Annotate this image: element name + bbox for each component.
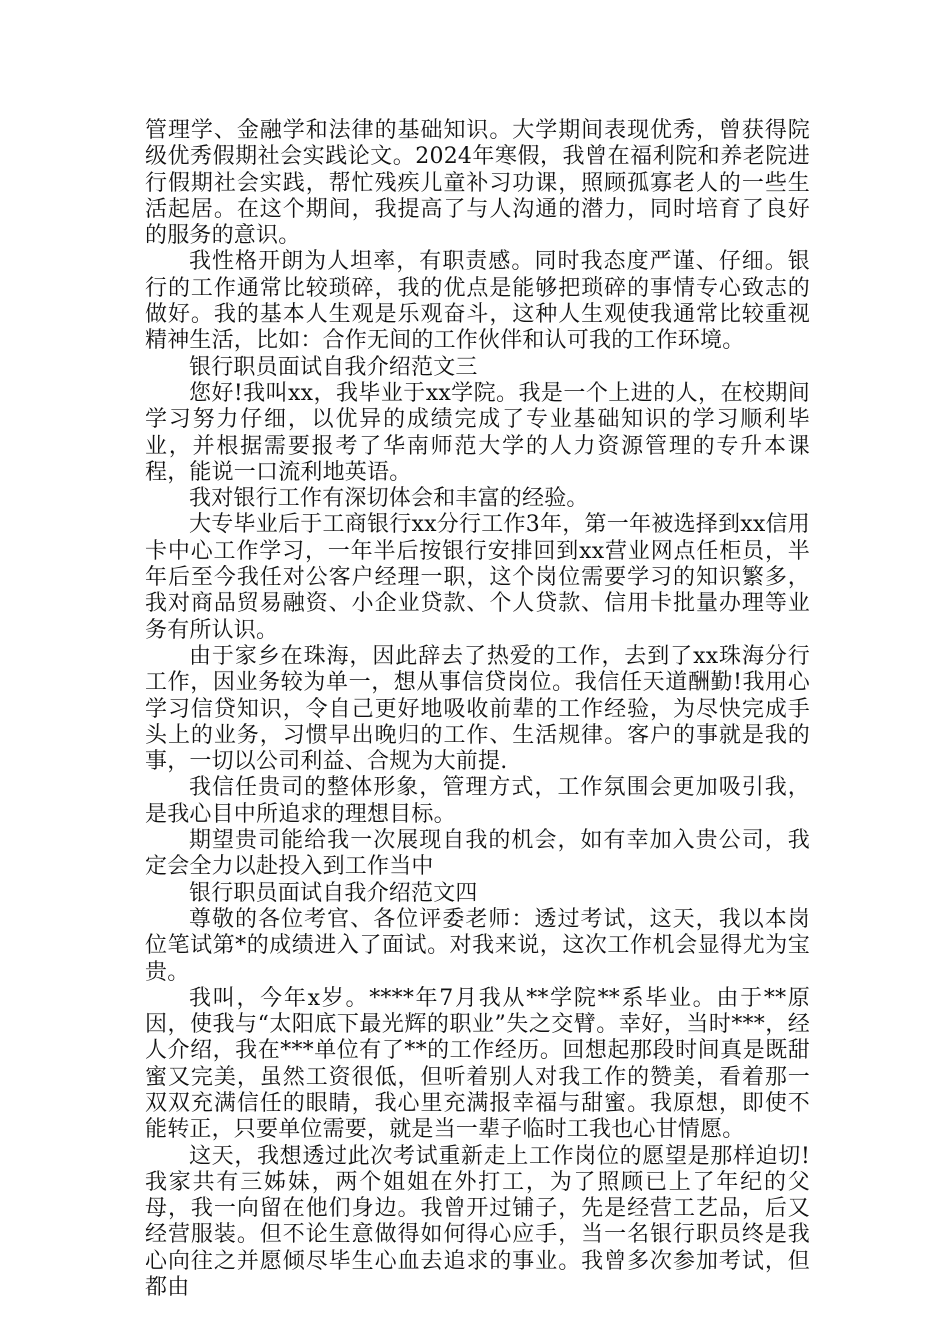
paragraph-11: 这天，我想透过此次考试重新走上工作岗位的愿望是那样迫切!我家共有三姊妹，两个姐姐在外打工，为了照顾已上了年纪的父母，我一向留在他们身边。我曾开过铺子，先是经营工艺品，后又经营服装。但不论生意做得如何得心应手，当一名银行职员终是我心向往之并愿倾尽毕生心血去追求的事业。我曾多次参加考试，但都由 — [145, 1143, 810, 1301]
paragraph-2: 我性格开朗为人坦率，有职责感。同时我态度严谨、仔细。银行的工作通常比较琐碎，我的优点是能够把琐碎的事情专心致志的做好。我的基本人生观是乐观奋斗，这种人生观使我通常比较重视精神生活，比如：合作无间的工作伙伴和认可我的工作环境。 — [145, 249, 810, 354]
paragraph-10: 我叫，今年x岁。****年7月我从**学院**系毕业。由于**原因，使我与“太阳底下最光辉的职业”失之交臂。幸好，当时***，经人介绍，我在***单位有了**的工作经历。回想起那段时间真是既甜蜜又完美，虽然工资很低，但听着别人对我工作的赞美，看着那一双双充满信任的眼睛，我心里充满报幸福与甜蜜。我原想，即使不能转正，只要单位需要，就是当一辈子临时工我也心甘情愿。 — [145, 985, 810, 1143]
paragraph-3: 您好!我叫xx，我毕业于xx学院。我是一个上进的人，在校期间学习努力仔细，以优异的成绩完成了专业基础知识的学习顺利毕业，并根据需要报考了华南师范大学的人力资源管理的专升本课程，能说一口流利地英语。 — [145, 380, 810, 485]
paragraph-5: 大专毕业后于工商银行xx分行工作3年，第一年被选择到xx信用卡中心工作学习，一年半后按银行安排回到xx营业网点任柜员，半年后至今我任对公客户经理一职，这个岗位需要学习的知识繁多，我对商品贸易融资、小企业贷款、个人贷款、信用卡批量办理等业务有所认识。 — [145, 512, 810, 643]
section-heading-4: 银行职员面试自我介绍范文四 — [189, 880, 478, 906]
paragraph-9: 尊敬的各位考官、各位评委老师：透过考试，这天，我以本岗位笔试第*的成绩进入了面试。对我来说，这次工作机会显得尤为宝贵。 — [145, 906, 810, 985]
paragraph-8: 期望贵司能给我一次展现自我的机会，如有幸加入贵公司，我定会全力以赴投入到工作当中 — [145, 828, 810, 880]
paragraph-6: 由于家乡在珠海，因此辞去了热爱的工作，去到了xx珠海分行工作，因业务较为单一，想从事信贷岗位。我信任天道酬勤!我用心学习信贷知识，令自己更好地吸收前辈的工作经验，为尽快完成手头上的业务，习惯早出晚归的工作、生活规律。客户的事就是我的事，一切以公司利益、合规为大前提. — [145, 643, 810, 775]
section-heading-3: 银行职员面试自我介绍范文三 — [189, 354, 478, 380]
paragraph-4: 我对银行工作有深切体会和丰富的经验。 — [189, 486, 589, 512]
paragraph-7: 我信任贵司的整体形象，管理方式，工作氛围会更加吸引我，是我心目中所追求的理想目标。 — [145, 775, 810, 827]
paragraph-1: 管理学、金融学和法律的基础知识。大学期间表现优秀，曾获得院级优秀假期社会实践论文。2024年寒假，我曾在福利院和养老院进行假期社会实践，帮忙残疾儿童补习功课，照顾孤寡老人的一些生活起居。在这个期间，我提高了与人沟通的潜力，同时培育了良好的服务的意识。 — [145, 118, 810, 249]
document-page — [145, 118, 810, 1301]
